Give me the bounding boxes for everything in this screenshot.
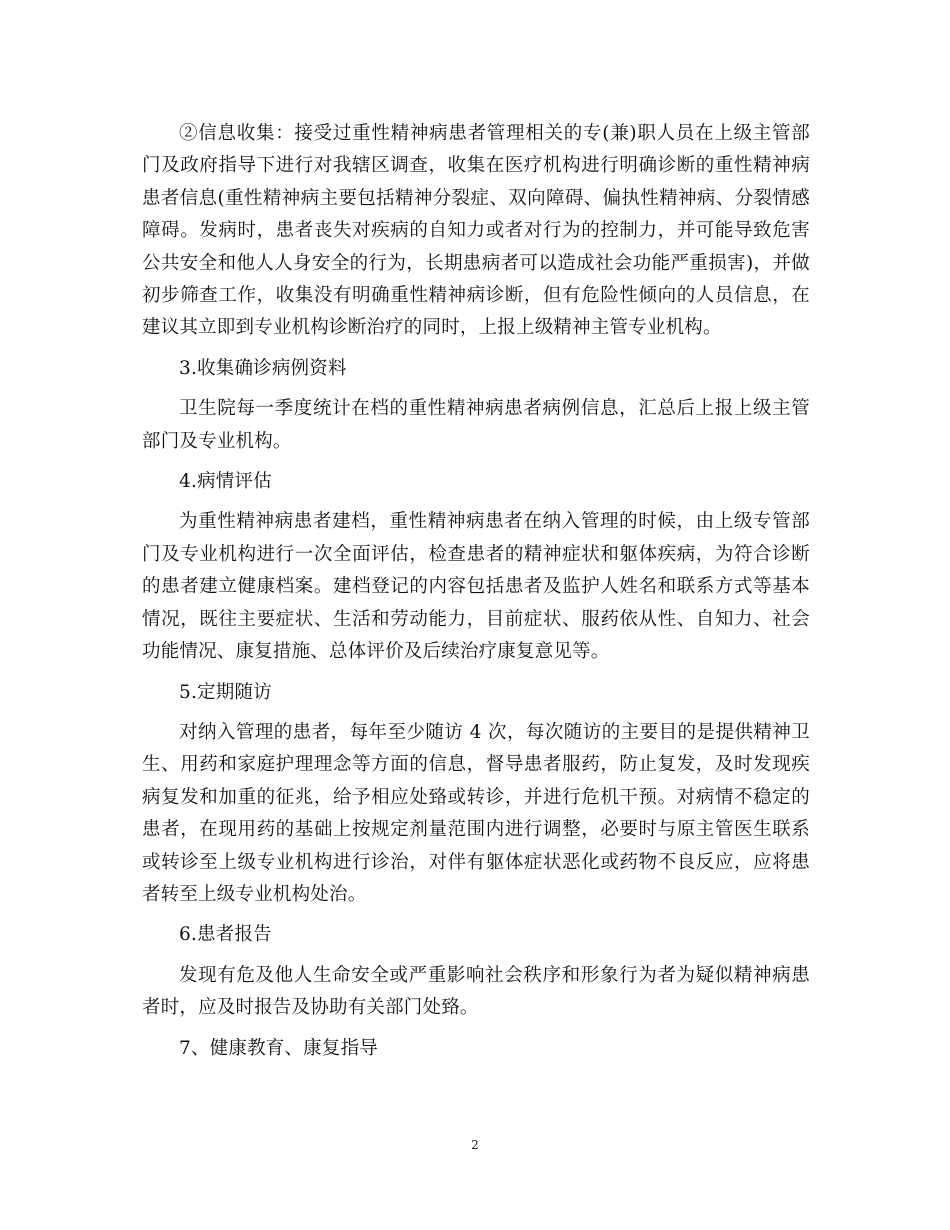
- spacer: [142, 952, 810, 960]
- spacer: [142, 345, 810, 353]
- section-heading-5: 5.定期随访: [179, 681, 272, 703]
- spacer: [142, 709, 810, 717]
- section-heading-3: 3.收集确诊病例资料: [179, 357, 347, 379]
- section-heading-7: 7、健康教育、康复指导: [179, 1037, 378, 1059]
- section-heading-4: 4.病情评估: [179, 471, 272, 493]
- page-number: 2: [471, 1138, 479, 1152]
- spacer: [142, 911, 810, 919]
- spacer: [142, 669, 810, 677]
- paragraph-collect-cases: 卫生院每一季度统计在档的重性精神病患者病例信息，汇总后上报上级主管部门及专业机构。: [142, 398, 810, 452]
- section-heading-6: 6.患者报告: [179, 924, 272, 946]
- spacer: [142, 458, 810, 466]
- spacer: [142, 1025, 810, 1033]
- paragraph-follow-up: 对纳入管理的患者，每年至少随访 4 次，每次随访的主要目的是提供精神卫生、用药和家庭护理理念等方面的信息，督导患者服药，防止复发，及时发现疾病复发和加重的征兆，给予相应处臵或转诊，并进行危机干预。对病情不稳定的患者，在现用药的基础上按规定剂量范围内进行调整，必要时与原主管医生联系或转诊至上级专业机构进行诊治，对伴有躯体症状恶化或药物不良反应，应将患者转至上级专业机构处治。: [142, 721, 810, 905]
- paragraph-patient-report: 发现有危及他人生命安全或严重影响社会秩序和形象行为者为疑似精神病患者时，应及时报告及协助有关部门处臵。: [142, 964, 810, 1019]
- spacer: [142, 498, 810, 506]
- document-body: [142, 118, 810, 1065]
- paragraph-assessment: 为重性精神病患者建档，重性精神病患者在纳入管理的时候，由上级专管部门及专业机构进行一次全面评估，检查患者的精神症状和躯体疾病，为符合诊断的患者建立健康档案。建档登记的内容包括患者及监护人姓名和联系方式等基本情况，既往主要症状、生活和劳动能力，目前症状、服药依从性、自知力、社会功能情况、康复措施、总体评价及后续治疗康复意见等。: [142, 511, 810, 663]
- spacer: [142, 385, 810, 393]
- paragraph-info-collection: ②信息收集：接受过重性精神病患者管理相关的专(兼)职人员在上级主管部门及政府指导下进行对我辖区调查，收集在医疗机构进行明确诊断的重性精神病患者信息(重性精神病主要包括精神分裂症、双向障碍、偏执性精神病、分裂情感障碍。发病时，患者丧失对疾病的自知力或者对行为的控制力，并可能导致危害公共安全和他人人身安全的行为，长期患病者可以造成社会功能严重损害)，并做初步筛查工作，收集没有明确重性精神病诊断，但有危险性倾向的人员信息，在建议其立即到专业机构诊断治疗的同时，上报上级精神主管专业机构。: [142, 123, 810, 339]
